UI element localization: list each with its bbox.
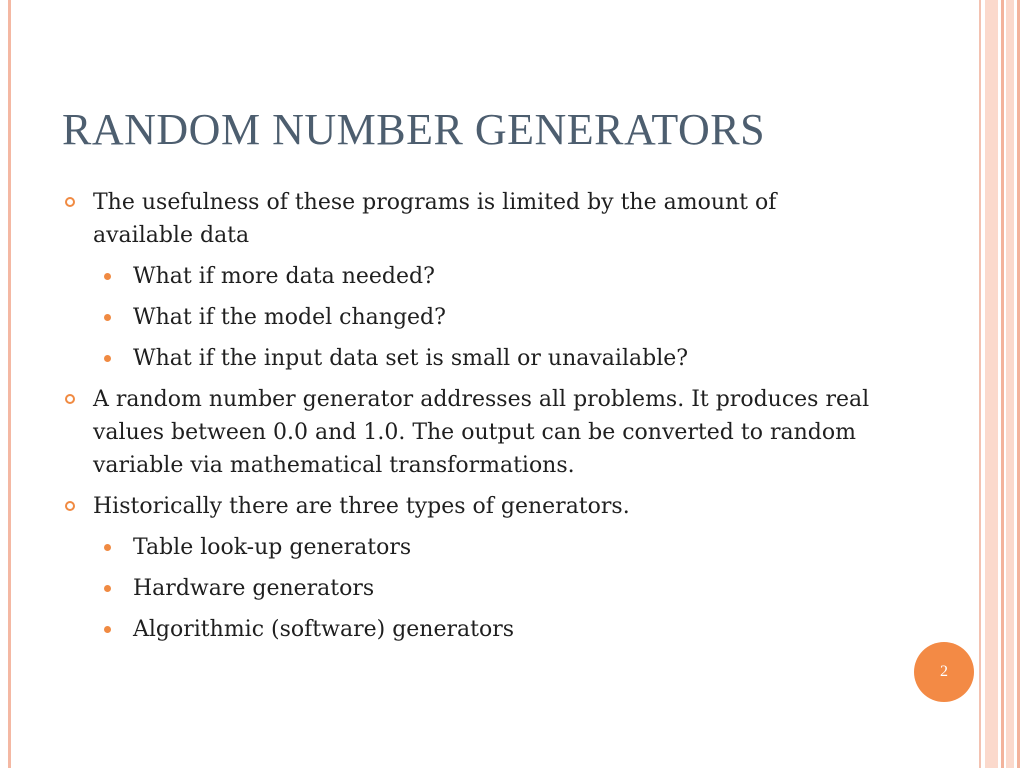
dot-bullet-icon — [104, 544, 111, 551]
bullet-level1 — [60, 383, 880, 482]
dot-bullet-icon — [104, 314, 111, 321]
dot-bullet-icon — [104, 273, 111, 280]
stripe — [979, 0, 981, 768]
sub-bullet-list — [60, 531, 880, 646]
bullet-level2 — [60, 572, 880, 605]
slide-title: RANDOM NUMBER GENERATORS — [62, 105, 766, 154]
stripe — [1017, 0, 1020, 768]
bullet-level2 — [60, 613, 880, 646]
ring-bullet-icon — [65, 394, 75, 404]
bullet-level2 — [60, 342, 880, 375]
page-number-badge — [914, 642, 974, 702]
stripe — [985, 0, 998, 768]
sub-bullet-text: What if the model changed? — [133, 305, 446, 330]
dot-bullet-icon — [104, 626, 111, 633]
ring-bullet-icon — [65, 197, 75, 207]
sub-bullet-text: What if more data needed? — [133, 264, 435, 289]
stripe — [1006, 0, 1014, 768]
sub-bullet-text: What if the input data set is small or unavailable? — [133, 346, 689, 371]
sub-bullet-list — [60, 260, 880, 375]
sub-bullet-text: Hardware generators — [133, 576, 375, 601]
right-stripes-decoration — [979, 0, 1024, 768]
bullet-level2 — [60, 301, 880, 334]
bullet-level2 — [60, 531, 880, 564]
page-number: 2 — [940, 663, 948, 680]
left-border-decoration — [8, 0, 11, 768]
stripe — [1001, 0, 1004, 768]
bullet-level1 — [60, 490, 880, 523]
slide-content — [60, 186, 880, 654]
bullet-level2 — [60, 260, 880, 293]
dot-bullet-icon — [104, 585, 111, 592]
bullet-level1 — [60, 186, 880, 252]
sub-bullet-text: Algorithmic (software) generators — [133, 617, 515, 642]
ring-bullet-icon — [65, 501, 75, 511]
bullet-text: A random number generator addresses all problems. It produces real values between 0.0 and 1.0. The output can be converted to random variable via mathematical transformations. — [93, 387, 870, 478]
bullet-text: Historically there are three types of generators. — [93, 494, 630, 519]
bullet-text: The usefulness of these programs is limited by the amount of available data — [93, 190, 777, 248]
dot-bullet-icon — [104, 355, 111, 362]
sub-bullet-text: Table look-up generators — [133, 535, 412, 560]
